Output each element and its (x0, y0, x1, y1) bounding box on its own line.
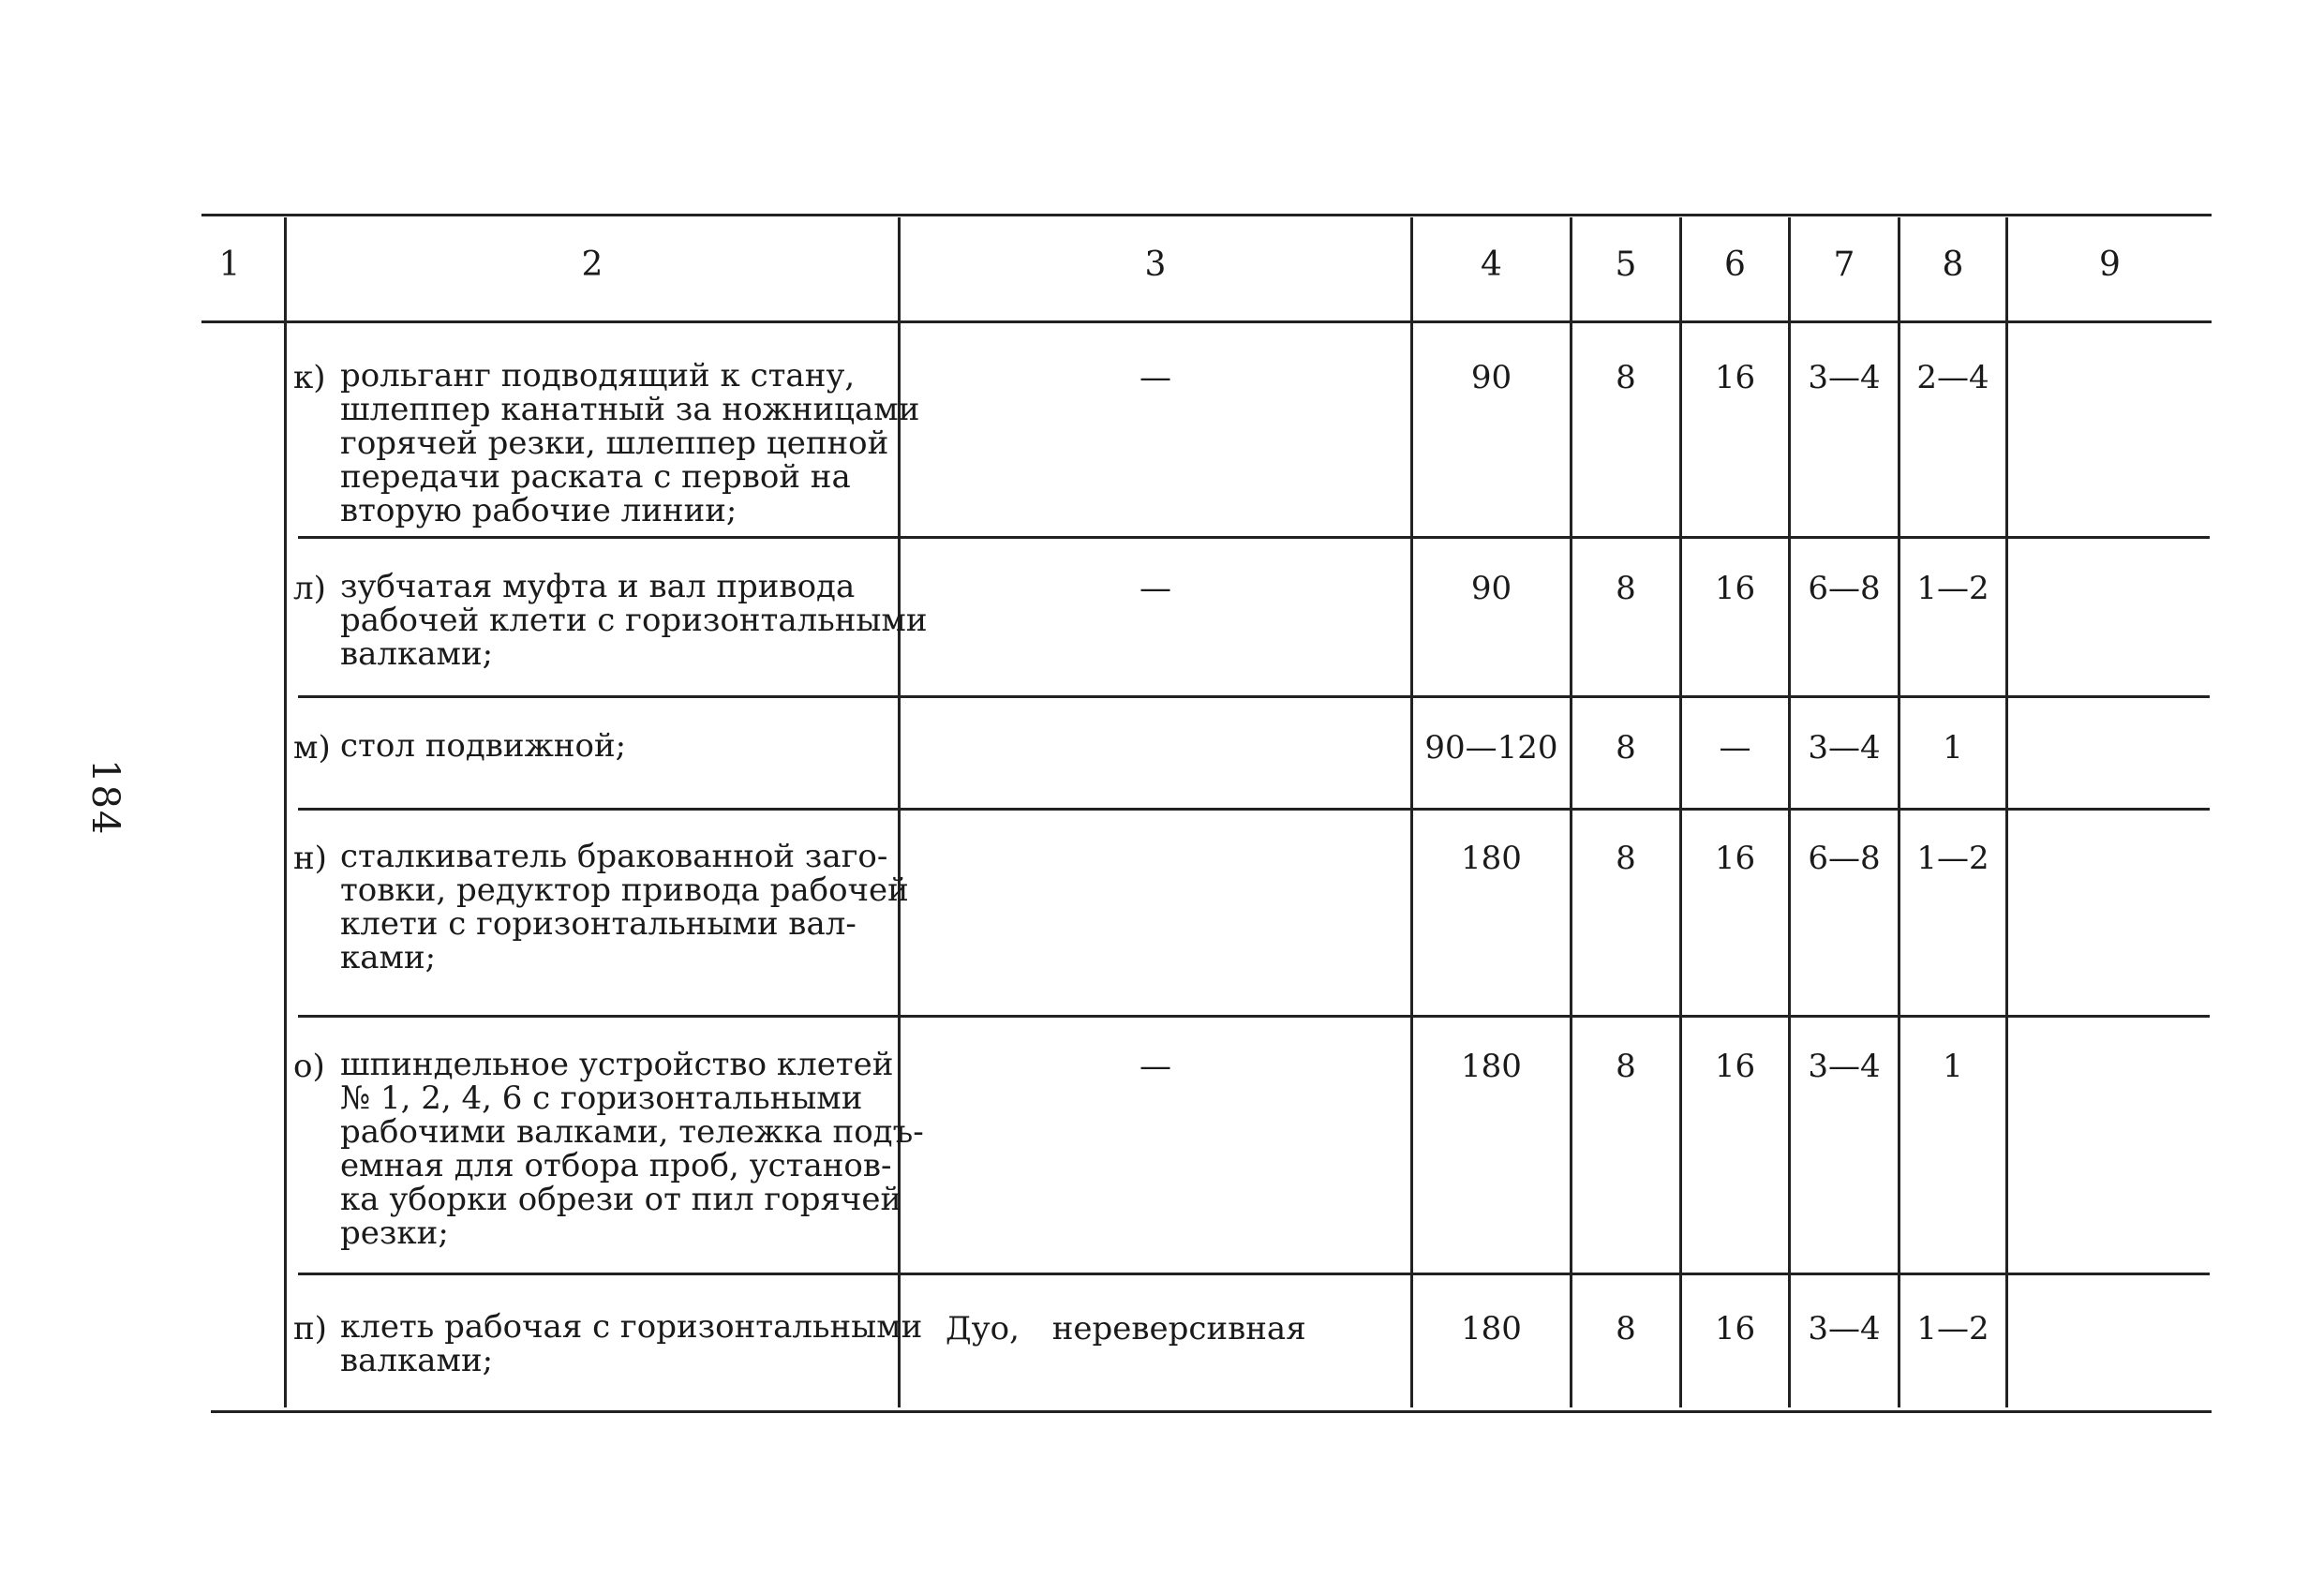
cell-col8: 1—2 (1916, 570, 1989, 607)
cell-col4: 180 (1461, 1048, 1522, 1085)
cell-col4: 90 (1470, 570, 1512, 607)
row-letter: л) (293, 570, 326, 607)
row-letter: п) (293, 1310, 327, 1347)
header-cell-6: 6 (1724, 246, 1746, 284)
cell-col7: 3—4 (1808, 729, 1881, 767)
cell-col4: 90—120 (1424, 729, 1558, 767)
cell-col4: 90 (1470, 359, 1512, 396)
cell-col4: 180 (1461, 840, 1522, 877)
cell-col5: 8 (1616, 840, 1636, 877)
row-letter: н) (293, 840, 327, 877)
row-description: шпиндельное устройство клетей № 1, 2, 4, 6 с горизонтальными рабочими валками, тележка подъ- емная для отбора проб, установ- ка уборки обрези от пил горячей резки; (340, 1046, 924, 1252)
cell-col5: 8 (1616, 729, 1636, 767)
cell-col7: 3—4 (1808, 1048, 1881, 1085)
row-description: зубчатая муфта и вал привода рабочей клети с горизонтальными валками; (340, 568, 928, 673)
row-letter: к) (293, 359, 326, 396)
cell-col5: 8 (1616, 1048, 1636, 1085)
row-description: стол подвижной; (340, 727, 627, 765)
cell-col5: 8 (1616, 1310, 1636, 1347)
cell-col8: 1 (1943, 729, 1963, 767)
row-divider (298, 536, 2210, 539)
row-divider (298, 695, 2210, 698)
row-divider (298, 1015, 2210, 1018)
row-divider (298, 808, 2210, 811)
table-top-rule (201, 214, 2212, 216)
row-letter: о) (293, 1048, 325, 1085)
page-number: 184 (83, 759, 127, 837)
column-separator (2005, 217, 2008, 1407)
cell-col8: 1—2 (1916, 840, 1989, 877)
header-cell-8: 8 (1942, 246, 1964, 284)
row-divider (298, 1273, 2210, 1275)
column-separator (284, 217, 287, 1407)
cell-col4: 180 (1461, 1310, 1522, 1347)
header-cell-7: 7 (1833, 246, 1855, 284)
cell-col6: 16 (1714, 1048, 1756, 1085)
header-cell-5: 5 (1615, 246, 1637, 284)
header-cell-9: 9 (2099, 246, 2121, 284)
cell-col5: 8 (1616, 359, 1636, 396)
header-cell-4: 4 (1481, 246, 1502, 284)
cell-col7: 6—8 (1808, 840, 1881, 877)
cell-col3: — (1140, 1048, 1171, 1085)
cell-col6: 16 (1714, 840, 1756, 877)
header-cell-1: 1 (218, 246, 241, 284)
header-cell-3: 3 (1144, 246, 1167, 284)
row-letter: м) (293, 729, 331, 767)
header-cell-2: 2 (581, 246, 603, 284)
cell-col7: 6—8 (1808, 570, 1881, 607)
cell-col8: 1 (1943, 1048, 1963, 1085)
cell-col3: — (1140, 570, 1171, 607)
cell-col6: 16 (1714, 570, 1756, 607)
row-description: сталкиватель бракованной заго- товки, редуктор привода рабочей клети с горизонтальными вал- ками; (340, 838, 909, 976)
table-bottom-rule (211, 1410, 2212, 1413)
cell-col8: 1—2 (1916, 1310, 1989, 1347)
cell-col6: 16 (1714, 1310, 1756, 1347)
cell-col6: — (1719, 729, 1751, 767)
cell-col7: 3—4 (1808, 359, 1881, 396)
cell-col5: 8 (1616, 570, 1636, 607)
cell-col3: Дуо, нереверсивная (946, 1310, 1306, 1347)
cell-col7: 3—4 (1808, 1310, 1881, 1347)
row-description: клеть рабочая с горизонтальными валками; (340, 1308, 923, 1379)
cell-col6: 16 (1714, 359, 1756, 396)
cell-col8: 2—4 (1916, 359, 1989, 396)
header-bottom-rule (201, 320, 2212, 323)
cell-col3: — (1140, 359, 1171, 396)
row-description: рольганг подводящий к стану, шлеппер канатный за ножницами горячей резки, шлеппер цепной передачи раската с первой на вторую рабочие линии; (340, 357, 920, 529)
